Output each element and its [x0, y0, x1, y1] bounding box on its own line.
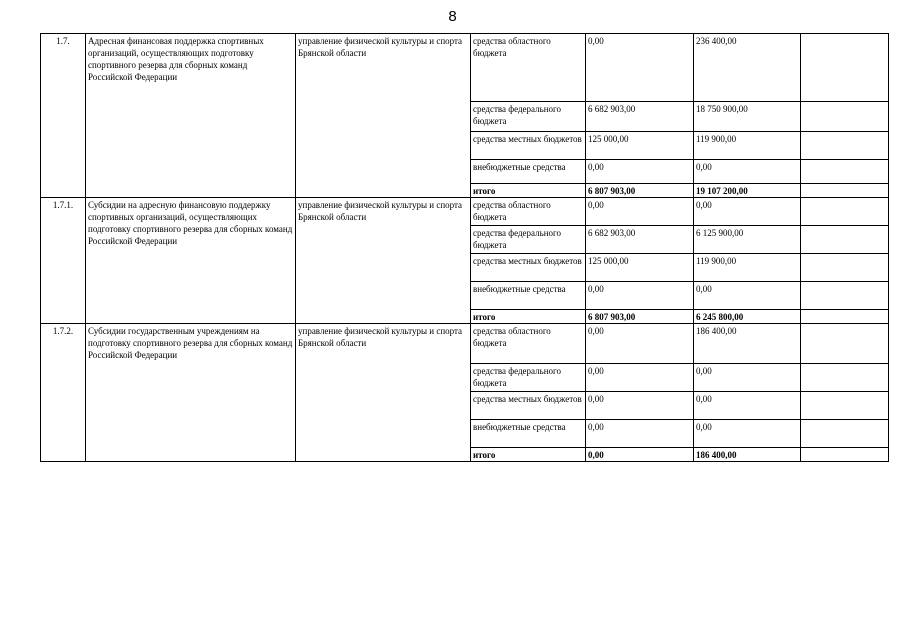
total-amount-1: 6 807 903,00 [586, 310, 694, 324]
total-label: итого [471, 310, 586, 324]
item-title: Адресная финансовая поддержка спортивных организаций, осуществляющих подготовку спортивного резерва для сборных команд Российской Федерации [86, 34, 296, 198]
item-number: 1.7.1. [41, 198, 86, 324]
amount-1: 6 682 903,00 [586, 102, 694, 132]
amount-1: 0,00 [586, 420, 694, 448]
total-label: итого [471, 184, 586, 198]
funding-source: средства федерального бюджета [471, 102, 586, 132]
amount-2: 18 750 900,00 [694, 102, 801, 132]
amount-2: 0,00 [694, 420, 801, 448]
amount-2: 6 125 900,00 [694, 226, 801, 254]
amount-2: 0,00 [694, 198, 801, 226]
amount-1: 6 682 903,00 [586, 226, 694, 254]
amount-2: 0,00 [694, 160, 801, 184]
amount-1: 125 000,00 [586, 132, 694, 160]
item-agency: управление физической культуры и спорта Брянской области [296, 198, 471, 324]
empty-cell [801, 392, 889, 420]
funding-source: средства областного бюджета [471, 198, 586, 226]
amount-1: 125 000,00 [586, 254, 694, 282]
amount-2: 0,00 [694, 392, 801, 420]
amount-2: 0,00 [694, 364, 801, 392]
amount-1: 0,00 [586, 160, 694, 184]
total-amount-2: 186 400,00 [694, 448, 801, 462]
item-title: Субсидии на адресную финансовую поддержку спортивных организаций, осуществляющих подготовку спортивного резерва для сборных команд Российской Федерации [86, 198, 296, 324]
empty-cell [801, 448, 889, 462]
table-row [41, 324, 889, 364]
total-amount-1: 0,00 [586, 448, 694, 462]
amount-1: 0,00 [586, 324, 694, 364]
funding-source: внебюджетные средства [471, 282, 586, 310]
funding-source: средства областного бюджета [471, 324, 586, 364]
funding-source: средства местных бюджетов [471, 254, 586, 282]
funding-source: средства федерального бюджета [471, 226, 586, 254]
amount-2: 186 400,00 [694, 324, 801, 364]
page-number: 8 [448, 8, 457, 25]
amount-1: 0,00 [586, 198, 694, 226]
empty-cell [801, 254, 889, 282]
funding-source: средства местных бюджетов [471, 392, 586, 420]
table-row [41, 34, 889, 102]
empty-cell [801, 198, 889, 226]
empty-cell [801, 184, 889, 198]
empty-cell [801, 34, 889, 102]
empty-cell [801, 364, 889, 392]
total-label: итого [471, 448, 586, 462]
empty-cell [801, 282, 889, 310]
funding-source: внебюджетные средства [471, 420, 586, 448]
amount-1: 0,00 [586, 34, 694, 102]
budget-table [40, 33, 889, 462]
total-amount-2: 19 107 200,00 [694, 184, 801, 198]
amount-1: 0,00 [586, 282, 694, 310]
total-amount-1: 6 807 903,00 [586, 184, 694, 198]
amount-1: 0,00 [586, 364, 694, 392]
item-number: 1.7.2. [41, 324, 86, 462]
item-agency: управление физической культуры и спорта Брянской области [296, 324, 471, 462]
funding-source: средства местных бюджетов [471, 132, 586, 160]
table-row [41, 198, 889, 226]
item-title: Субсидии государственным учреждениям на подготовку спортивного резерва для сборных команд Российской Федерации [86, 324, 296, 462]
item-number: 1.7. [41, 34, 86, 198]
amount-2: 119 900,00 [694, 254, 801, 282]
funding-source: внебюджетные средства [471, 160, 586, 184]
item-agency: управление физической культуры и спорта Брянской области [296, 34, 471, 198]
total-amount-2: 6 245 800,00 [694, 310, 801, 324]
empty-cell [801, 420, 889, 448]
empty-cell [801, 102, 889, 132]
funding-source: средства областного бюджета [471, 34, 586, 102]
empty-cell [801, 160, 889, 184]
empty-cell [801, 132, 889, 160]
amount-1: 0,00 [586, 392, 694, 420]
amount-2: 0,00 [694, 282, 801, 310]
amount-2: 236 400,00 [694, 34, 801, 102]
funding-source: средства федерального бюджета [471, 364, 586, 392]
empty-cell [801, 226, 889, 254]
empty-cell [801, 324, 889, 364]
amount-2: 119 900,00 [694, 132, 801, 160]
empty-cell [801, 310, 889, 324]
